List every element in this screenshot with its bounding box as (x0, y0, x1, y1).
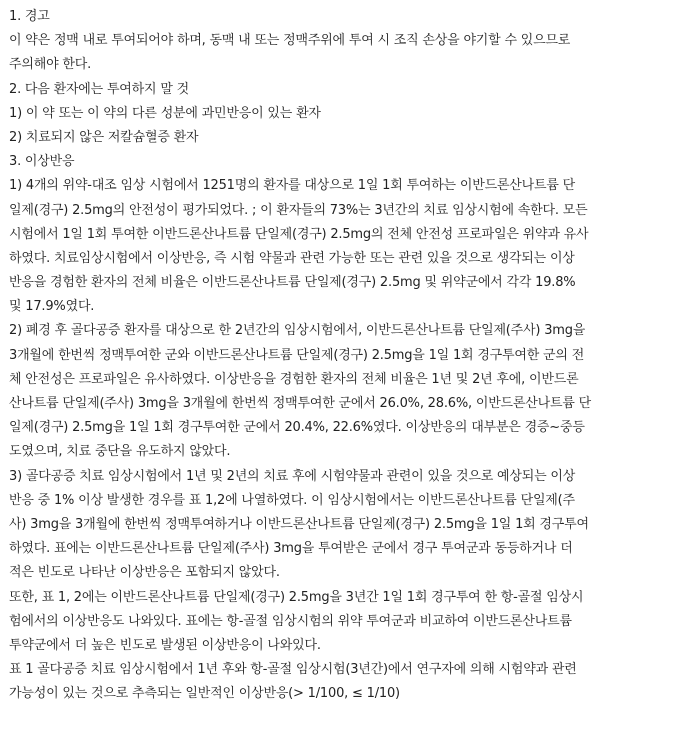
list-item: 2) 치료되지 않은 저칼슘혈증 환자 (9, 129, 199, 145)
paragraph-line: 반응을 경험한 환자의 전체 비율은 이반드론산나트륨 단일제(경구) 2.5mg 및 위약군에서 각각 19.8% (9, 275, 576, 291)
table-caption-line: 표 1 골다공증 치료 임상시험에서 1년 후와 항-골절 임상시험(3년간)에서 연구자에 의해 시험약과 관련 (9, 662, 577, 678)
paragraph-line: 주의해야 한다. (9, 57, 92, 73)
paragraph-line: 3) 골다공증 치료 임상시험에서 1년 및 2년의 치료 후에 시험약물과 관련이 있을 것으로 예상되는 이상 (9, 468, 576, 484)
heading-adverse-reactions: 3. 이상반응 (9, 154, 75, 170)
paragraph-line: 적은 빈도로 나타난 이상반응은 포함되지 않았다. (9, 565, 280, 581)
paragraph-line: 험에서의 이상반응도 나와있다. 표에는 항-골절 임상시험의 위약 투여군과 비교하여 이반드론산나트륨 (9, 613, 572, 629)
paragraph-line: 반응 중 1% 이상 발생한 경우를 표 1,2에 나열하였다. 이 임상시험에서는 이반드론산나트륨 단일제(주 (9, 492, 575, 508)
table-caption-line: 가능성이 있는 것으로 추측되는 일반적인 이상반응(> 1/100, ≤ 1/10) (9, 686, 400, 702)
paragraph-line: 및 17.9%였다. (9, 299, 95, 315)
paragraph-line: 일제(경구) 2.5mg을 1일 1회 경구투여한 군에서 20.4%, 22.6%였다. 이상반응의 대부분은 경증~중등 (9, 420, 585, 436)
paragraph-line: 하였다. 표에는 이반드론산나트륨 단일제(주사) 3mg을 투여받은 군에서 경구 투여군과 동등하거나 더 (9, 541, 573, 557)
paragraph-line: 2) 폐경 후 골다공증 환자를 대상으로 한 2년간의 임상시험에서, 이반드론산나트륨 단일제(주사) 3mg을 (9, 323, 586, 339)
list-item: 1) 이 약 또는 이 약의 다른 성분에 과민반응이 있는 환자 (9, 105, 321, 121)
paragraph-line: 하였다. 치료임상시험에서 이상반응, 즉 시험 약물과 관련 가능한 또는 관련 있을 것으로 생각되는 이상 (9, 250, 575, 266)
paragraph-line: 3개월에 한번씩 정맥투여한 군와 이반드론산나트륨 단일제(경구) 2.5mg을 1일 1회 경구투여한 군의 전 (9, 347, 585, 363)
paragraph-line: 투약군에서 더 높은 빈도로 발생된 이상반응이 나와있다. (9, 637, 321, 653)
paragraph-line: 산나트륨 단일제(주사) 3mg을 3개월에 한번씩 정맥투여한 군에서 26.0%, 28.6%, 이반드론산나트륨 단 (9, 396, 591, 411)
paragraph-line: 또한, 표 1, 2에는 이반드론산나트륨 단일제(경구) 2.5mg을 3년간 1일 1회 경구투여 한 항-골절 임상시 (9, 589, 584, 605)
paragraph-line: 체 안전성은 프로파일은 유사하였다. 이상반응을 경험한 환자의 전체 비율은 1년 및 2년 후에, 이반드론 (9, 371, 579, 387)
heading-warning: 1. 경고 (9, 9, 50, 24)
paragraph-line: 1) 4개의 위약-대조 임상 시험에서 1251명의 환자를 대상으로 1일 1회 투여하는 이반드론산나트륨 단 (9, 178, 576, 194)
paragraph-line: 사) 3mg을 3개월에 한번씩 정맥투여하거나 이반드론산나트륨 단일제(경구) 2.5mg을 1일 1회 경구투여 (9, 516, 589, 532)
paragraph-line: 도였으며, 치료 중단을 유도하지 않았다. (9, 444, 231, 460)
paragraph-line: 일제(경구) 2.5mg의 안전성이 평가되었다. ; 이 환자들의 73%는 3년간의 치료 임상시험에 속한다. 모든 (9, 202, 588, 218)
paragraph-line: 이 약은 정맥 내로 투여되어야 하며, 동맥 내 또는 정맥주위에 투여 시 조직 손상을 야기할 수 있으므로 (9, 33, 571, 49)
paragraph-line: 시험에서 1일 1회 투여한 이반드론산나트륨 단일제(경구) 2.5mg의 전체 안전성 프로파일은 위약과 유사 (9, 226, 589, 242)
heading-contraindications: 2. 다음 환자에는 투여하지 말 것 (9, 81, 189, 97)
